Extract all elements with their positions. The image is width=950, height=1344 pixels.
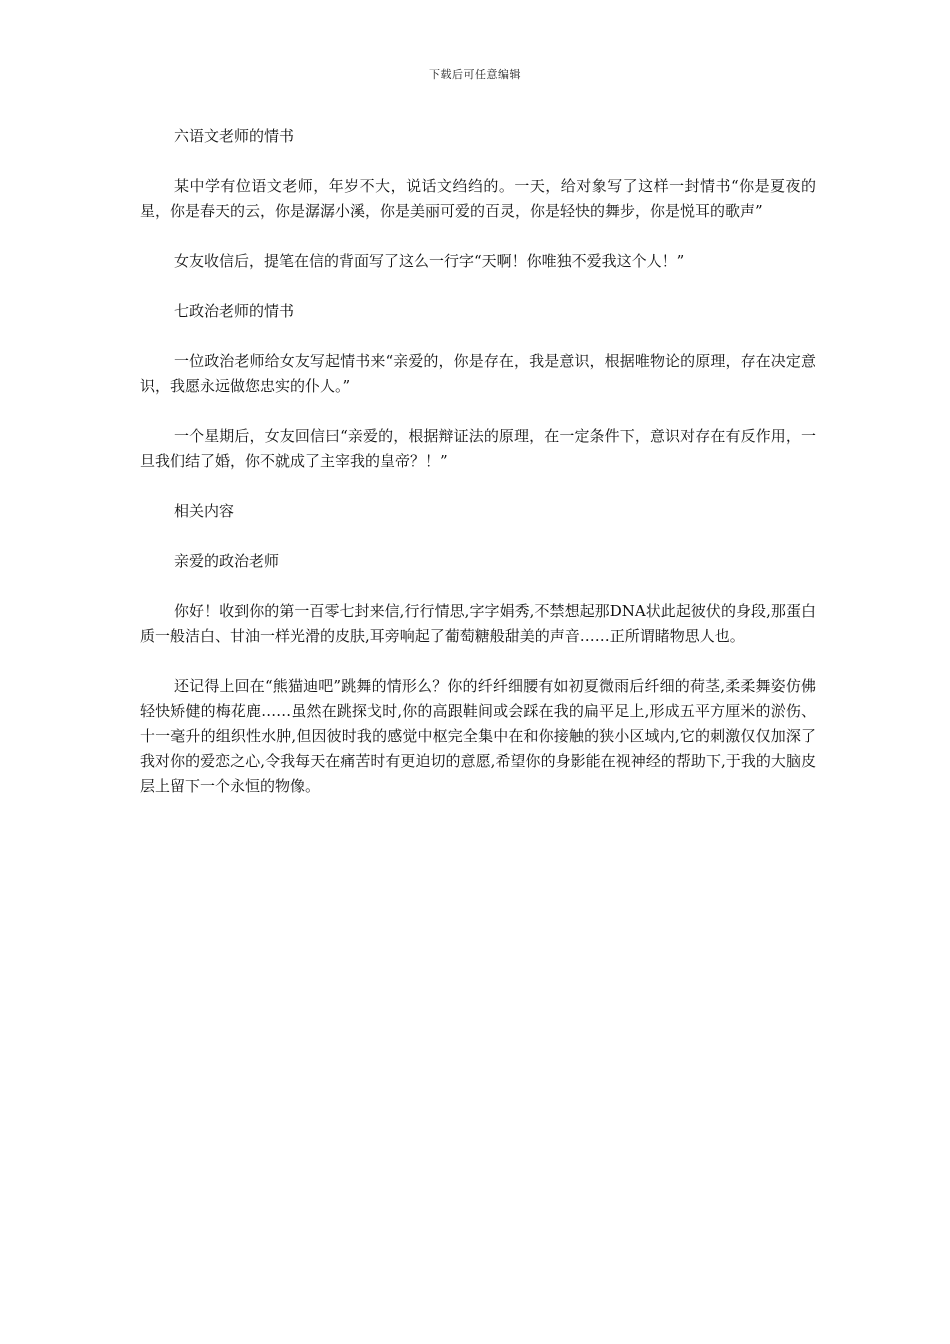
section-heading-politics-teacher: 七政治老师的情书 [174,302,295,320]
document-body [140,124,816,824]
paragraph-letter-body-2: 还记得上回在“熊猫迪吧”跳舞的情形么？你的纤纤细腰有如初夏微雨后纤细的荷茎,柔柔舞姿仿佛轻快矫健的梅花鹿……虽然在跳探戈时,你的高跟鞋间或会踩在我的扁平足上,形成五平方厘米的淤伤、十一毫升的组织性水肿,但因彼时我的感觉中枢完全集中在和你接触的狭小区域内,它的刺激仅仅加深了我对你的爱恋之心,令我每天在痛苦时有更迫切的意愿,希望你的身影能在视神经的帮助下,于我的大脑皮层上留下一个永恒的物像。 [140,677,816,795]
paragraph-politics-teacher-letter: 一位政治老师给女友写起情书来“亲爱的，你是存在，我是意识，根据唯物论的原理，存在决定意识，我愿永远做您忠实的仆人。” [140,352,816,395]
paragraph-girlfriend-reply-1: 女友收信后，提笔在信的背面写了这么一行字“天啊！你唯独不爱我这个人！” [174,252,685,270]
section-heading-chinese-teacher: 六语文老师的情书 [174,127,295,145]
paragraph-letter-body-1: 你好！收到你的第一百零七封来信,行行情思,字字娟秀,不禁想起那DNA状此起彼伏的身段,那蛋白质一般洁白、甘油一样光滑的皮肤,耳旁响起了葡萄糖般甜美的声音……正所谓睹物思人也。 [140,602,816,645]
paragraph-girlfriend-reply-2: 一个星期后，女友回信曰“亲爱的，根据辩证法的原理，在一定条件下，意识对存在有反作用，一旦我们结了婚，你不就成了主宰我的皇帝？！” [140,427,816,470]
letter-salutation: 亲爱的政治老师 [174,552,280,570]
page-header-note: 下载后可任意编辑 [429,68,521,81]
paragraph-chinese-teacher-letter: 某中学有位语文老师，年岁不大，说话文绉绉的。一天，给对象写了这样一封情书“你是夏夜的星，你是春天的云，你是潺潺小溪，你是美丽可爱的百灵，你是轻快的舞步，你是悦耳的歌声” [140,177,816,220]
section-heading-related: 相关内容 [174,502,235,520]
